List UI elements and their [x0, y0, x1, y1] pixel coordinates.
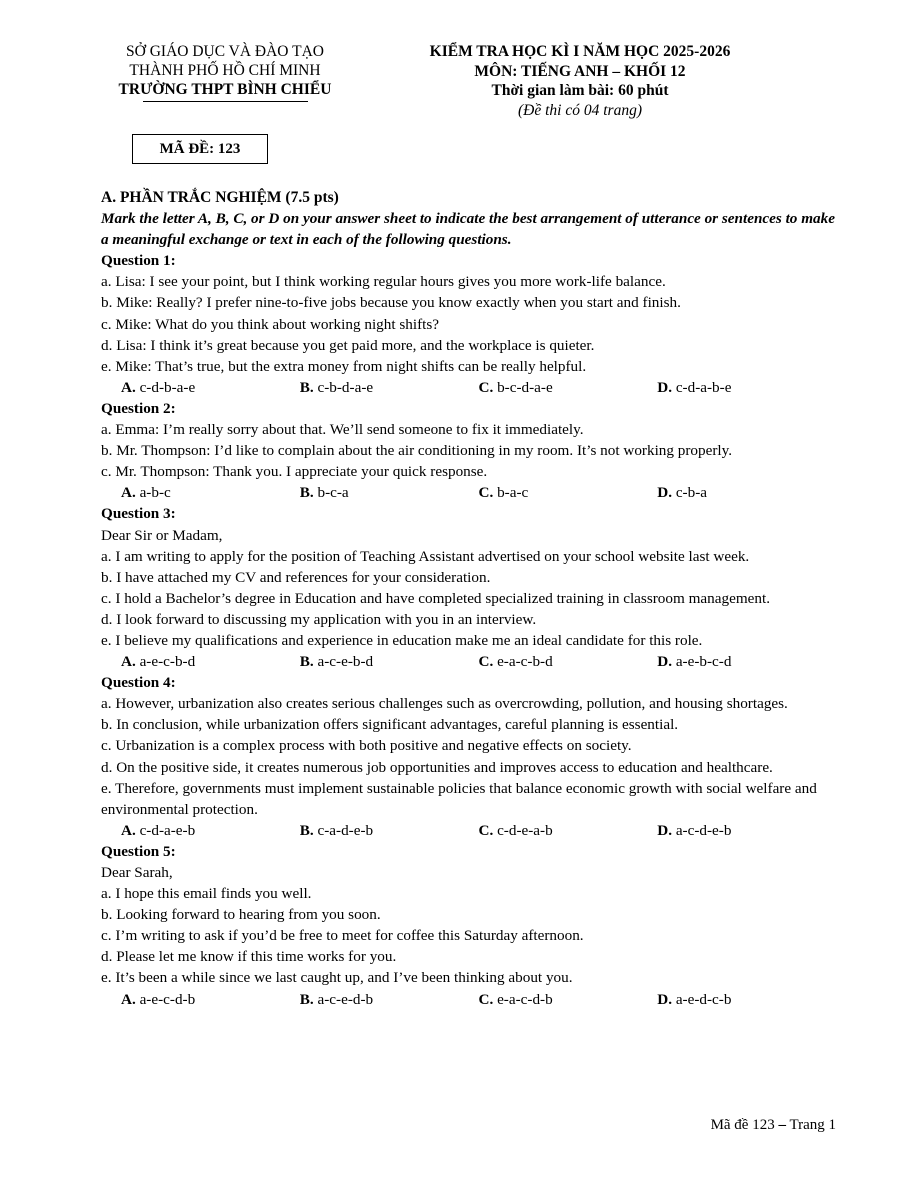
option-letter: C.	[478, 653, 494, 671]
answer-option	[121, 377, 300, 398]
option-text: a-e-b-c-d	[675, 653, 732, 671]
question-title: Question 4:	[101, 674, 176, 692]
question-line: a. Lisa: I see your point, but I think working regular hours gives you more work-life balance.	[101, 273, 666, 291]
section-instruction: Mark the letter A, B, C, or D on your answer sheet to indicate the best arrangement of utterance or sentences to make a meaningful exchange or text in each of the following questions.	[101, 210, 835, 249]
option-letter: B.	[299, 378, 314, 396]
option-text: c-d-b-a-e	[139, 378, 196, 396]
answer-option	[300, 820, 479, 841]
option-text: a-e-d-c-b	[675, 990, 732, 1008]
option-text: c-b-d-a-e	[317, 378, 374, 396]
option-text: c-a-d-e-b	[317, 821, 374, 839]
question-line: a. I hope this email finds you well.	[101, 885, 312, 903]
answer-option	[300, 377, 479, 398]
answer-option	[657, 820, 836, 841]
question-line: d. Please let me know if this time works for you.	[101, 948, 397, 966]
answer-options	[101, 377, 836, 398]
answer-option	[300, 482, 479, 503]
answer-option	[657, 989, 836, 1010]
question-line: d. I look forward to discussing my application with you in an interview.	[101, 610, 537, 628]
option-text: b-a-c	[497, 484, 529, 502]
exam-duration: Thời gian làm bài: 60 phút	[491, 82, 669, 99]
option-text: a-c-e-b-d	[317, 653, 374, 671]
question-line: e. Therefore, governments must implement sustainable policies that balance economic growth with social welfare and environmental protection.	[101, 779, 817, 818]
answer-option	[300, 989, 479, 1010]
answer-option	[479, 820, 658, 841]
footer-page-number: Trang 1	[789, 1117, 836, 1133]
option-text: c-d-a-b-e	[675, 378, 732, 396]
option-letter: D.	[657, 990, 673, 1008]
question-line: a. Emma: I’m really sorry about that. We’ll send someone to fix it immediately.	[101, 421, 584, 439]
exam-subject: MÔN: TIẾNG ANH – KHỐI 12	[474, 62, 686, 80]
footer-dash: –	[778, 1117, 786, 1133]
option-text: e-a-c-b-d	[497, 653, 553, 671]
option-text: c-b-a	[675, 484, 708, 502]
answer-option	[657, 651, 836, 672]
exam-content	[101, 187, 836, 1010]
question-line: b. Mike: Really? I prefer nine-to-five jobs because you know exactly when you start and finish.	[101, 294, 681, 312]
question-block	[101, 841, 836, 1010]
question-line: c. Mike: What do you think about working night shifts?	[101, 315, 440, 333]
option-letter: B.	[299, 653, 314, 671]
question-line: Dear Sarah,	[101, 864, 173, 881]
question-line: c. Mr. Thompson: Thank you. I appreciate your quick response.	[101, 463, 488, 481]
option-letter: A.	[121, 653, 136, 671]
option-letter: C.	[478, 484, 494, 502]
question-line: a. However, urbanization also creates serious challenges such as overcrowding, pollution, and housing shortages.	[101, 695, 788, 713]
option-text: a-b-c	[139, 484, 171, 502]
option-letter: B.	[299, 821, 314, 839]
option-letter: A.	[121, 990, 136, 1008]
option-text: a-c-d-e-b	[675, 821, 732, 839]
answer-option	[479, 377, 658, 398]
answer-option	[479, 482, 658, 503]
question-line: d. Lisa: I think it’s great because you get paid more, and the workplace is quieter.	[101, 336, 595, 354]
footer-exam-code: Mã đề 123	[710, 1117, 775, 1133]
question-title: Question 1:	[101, 252, 176, 270]
question-line: c. I’m writing to ask if you’d be free to meet for coffee this Saturday afternoon.	[101, 927, 584, 945]
answer-option	[121, 820, 300, 841]
question-block	[101, 503, 836, 672]
question-list	[101, 250, 836, 1009]
option-text: a-e-c-d-b	[139, 990, 196, 1008]
question-line: b. Looking forward to hearing from you soon.	[101, 906, 381, 924]
option-text: e-a-c-d-b	[497, 990, 553, 1008]
option-text: c-d-a-e-b	[139, 821, 196, 839]
answer-options	[101, 820, 836, 841]
answer-option	[657, 482, 836, 503]
option-text: a-c-e-d-b	[317, 990, 374, 1008]
option-letter: D.	[657, 378, 673, 396]
question-line: e. I believe my qualifications and experience in education make me an ideal candidate for this role.	[101, 631, 703, 649]
question-line: b. Mr. Thompson: I’d like to complain about the air conditioning in my room. It’s not working properly.	[101, 442, 733, 460]
answer-option	[300, 651, 479, 672]
answer-options	[101, 989, 836, 1010]
question-line: e. Mike: That’s true, but the extra money from night shifts can be really helpful.	[101, 357, 587, 375]
answer-option	[121, 989, 300, 1010]
section-title: A. PHẦN TRẮC NGHIỆM (7.5 pts)	[101, 189, 339, 206]
question-title: Question 5:	[101, 842, 176, 860]
question-line: b. I have attached my CV and references for your consideration.	[101, 568, 491, 586]
school-name: TRƯỜNG THPT BÌNH CHIỂU	[118, 81, 332, 98]
option-letter: D.	[657, 484, 673, 502]
school-underline	[143, 101, 308, 102]
option-text: b-c-d-a-e	[497, 378, 553, 396]
header-right	[390, 42, 770, 120]
question-block	[101, 250, 836, 398]
question-line: c. Urbanization is a complex process with both positive and negative effects on society.	[101, 737, 632, 755]
question-line: b. In conclusion, while urbanization offers significant advantages, careful planning is essential.	[101, 716, 679, 734]
option-letter: A.	[121, 378, 136, 396]
header-left	[100, 42, 350, 102]
option-letter: B.	[299, 990, 314, 1008]
question-block	[101, 398, 836, 503]
city-name: THÀNH PHỐ HỒ CHÍ MINH	[129, 62, 321, 79]
option-letter: C.	[478, 990, 494, 1008]
question-title: Question 3:	[101, 505, 176, 523]
option-letter: D.	[657, 653, 673, 671]
answer-option	[657, 377, 836, 398]
question-line: c. I hold a Bachelor’s degree in Education and have completed specialized training in classroom management.	[101, 589, 770, 607]
department-name: SỞ GIÁO DỤC VÀ ĐÀO TẠO	[126, 43, 324, 60]
exam-title: KIỂM TRA HỌC KÌ I NĂM HỌC 2025-2026	[429, 43, 731, 60]
question-line: e. It’s been a while since we last caught up, and I’ve been thinking about you.	[101, 969, 573, 987]
question-title: Question 2:	[101, 399, 176, 417]
answer-option	[479, 989, 658, 1010]
option-letter: A.	[121, 484, 136, 502]
question-line: a. I am writing to apply for the position of Teaching Assistant advertised on your school website last week.	[101, 547, 750, 565]
answer-option	[121, 482, 300, 503]
option-letter: B.	[299, 484, 314, 502]
question-line: d. On the positive side, it creates numerous job opportunities and improves access to education and healthcare.	[101, 758, 773, 776]
question-line: Dear Sir or Madam,	[101, 526, 223, 544]
option-text: b-c-a	[317, 484, 349, 502]
exam-page-note: (Đề thi có 04 trang)	[518, 101, 642, 119]
question-block	[101, 672, 836, 841]
answer-option	[121, 651, 300, 672]
option-text: a-e-c-b-d	[139, 653, 196, 671]
exam-code-box: MÃ ĐỀ: 123	[132, 134, 268, 164]
answer-option	[479, 651, 658, 672]
answer-options	[101, 651, 836, 672]
option-letter: C.	[478, 378, 494, 396]
page-footer	[711, 1117, 836, 1134]
option-letter: D.	[657, 821, 673, 839]
answer-options	[101, 482, 836, 503]
option-letter: A.	[121, 821, 136, 839]
option-text: c-d-e-a-b	[497, 821, 553, 839]
option-letter: C.	[478, 821, 494, 839]
